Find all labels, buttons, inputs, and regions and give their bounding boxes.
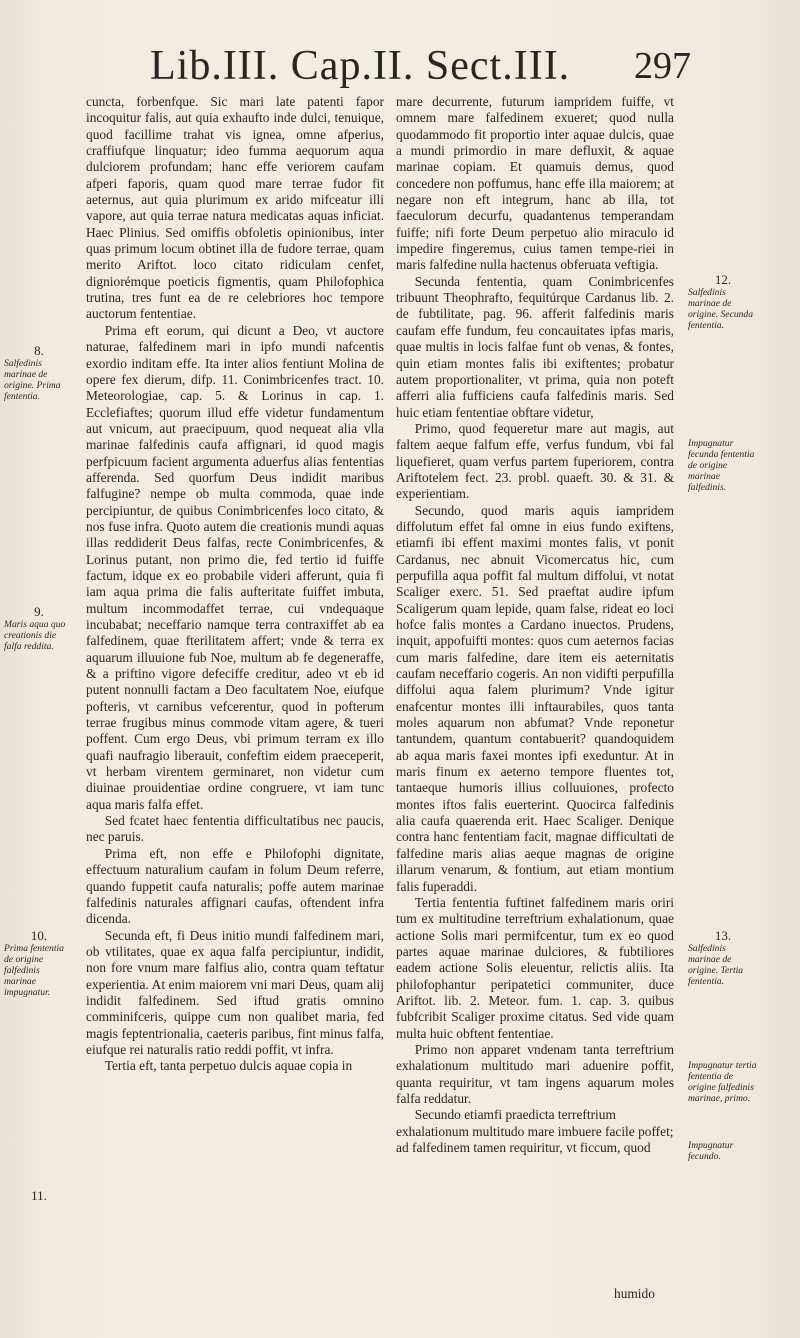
margin-note-text: Salfedinis marinae de origine. Prima fententia. <box>4 358 61 402</box>
paragraph: cuncta, forbenfque. Sic mari late patenti fapor incoquitur falis, aut quia exhaufto inde dulci, tenuique, quod facillime trahat vis ignea, omne afperius, craffiufque linquatur; ideo fumma aequorum aqua dulciorem profundam; hanc effe veriorem caufam afperi faporis, quam quod mare terrae fudor fit aeternus, aut quia plurimum ex arido mifceatur illi vapore, aut quia terrae natura medicatas aquas inficiat. Haec Plinius. Sed omiffis obfoletis opinionibus, inter quas primum locum obtinet illa de fudore terrae, quam merito Ariftot. loco citato ridiculam cenfet, digniorémque poeticis figmentis, quam Philofophica trutina, tres funt ea de re celebriores hoc tempore auctorum fententiae. <box>86 94 384 322</box>
margin-note <box>688 438 758 493</box>
section-number: 8. <box>34 343 44 358</box>
paragraph: Primo, quod fequeretur mare aut magis, aut faltem aeque falfum effe, verfus fundum, vbi fal liquefieret, quam verfus partem fuperiorem, contra Ariftotelem fect. 23. probl. quaeft. 30. & 31. & experientiam. <box>396 420 674 502</box>
margin-note <box>4 606 74 652</box>
catchword: humido <box>614 1286 655 1301</box>
margin-note <box>4 1190 74 1203</box>
paragraph: Secundo etiamfi praedicta terreftrium exhalationum multitudo mare imbuere facile poffet; ad falfedinem tamen requiritur, vt ficcum, quod <box>396 1107 674 1155</box>
paragraph: Tertia eft, tanta perpetuo dulcis aquae copia in <box>104 1058 353 1074</box>
left-text-column <box>86 94 384 1075</box>
paragraph: Secunda eft, fi Deus initio mundi falfedinem mari, ob vtilitates, quae ex aqua falfa percipiuntur, indidit, non fore vnum mare falfius alio, contra quam teftatur experientia. At enim maiorem vni mari Deus, quam alij indidit falfedinem. Sed iftud gratis omnino comminifceris, quippe cum non qualibet maria, fed magis feptentrionalia, caeteris paribus, fint minus falfa, eiufque rei naturalis ratio reddi poffit, vt infra. <box>86 927 384 1057</box>
running-header <box>0 42 800 92</box>
section-number: 13. <box>714 928 732 943</box>
paragraph: Primo non apparet vndenam tanta terreftrium exhalationum multitudo mari aduenire poffit, quanta requiritur, vt tam ingens aquarum moles falfa reddatur. <box>396 1041 674 1106</box>
margin-note <box>688 1140 758 1162</box>
margin-note-text: Salfedinis marinae de origine. Secunda fententia. <box>688 287 754 331</box>
chapter-heading: Lib.III. Cap.II. Sect.III. <box>150 43 571 89</box>
margin-note <box>688 274 758 331</box>
margin-note-text: Impugnatur fecunda fententia de origine marinae falfedinis. <box>688 438 755 493</box>
paragraph: Prima eft, non effe e Philofophi dignitate, effectuum naturalium caufam in folum Deum referre, quando fuppetit caufa naturalis; poffe autem marinae falfedinis naturales affignari caufas, oftendent infra dicenda. <box>86 845 384 927</box>
paragraph: Secundo, quod maris aquis iampridem diffolutum effet fal omne in eius fundo exiftens, etiamfi ibi effent maximi montes falis, vt ponit Cardanus, nec abnuit Vicomercatus hic, cum perpufilla aqua poffit fal multum diffolui, vt notat Scaliger exerc. 51. Sed praeftat audire ipfum Scaligerum quam lepide, quam false, rideat eo loci hofce falis montes a Cardano inuectos. Prudens, inquit, appofuifti montes: quos cum aeternos facias cum maris falfedine, dare item eis aeternitatis caufam neceffario cogeris. An non vidifti perpufilla diffolui aqua falem plurimum? Vnde igitur enafcentur montes illi inftaurabiles, quos tanta moles aquarum non abfumat? Vnde reponetur tantundem, quantum contabuerit? quandoquidem ab aqua maris faxei montes ipfi exeduntur. At in maris finum ex aeterno tempore fluentes tot, tantaeque humoris illius colluuiones, profecto montes iftos falis euerterint. Quocirca falfedinis alia caufa quaerenda erit. Haec Scaliger. Denique contra hanc fententiam facit, magnae difficultati de falfedine maris alias aeque magnas de origine illarum venarum, & fontium, aut etiam montium falis fuperaddi. <box>396 502 674 894</box>
page-number: 297 <box>634 45 691 87</box>
margin-note-text: Prima fententia de origine falfedinis marinae impugnatur. <box>4 943 64 998</box>
margin-note-text: Impugnatur fecundo. <box>688 1140 734 1162</box>
right-text-column <box>396 94 674 1156</box>
section-number: 9. <box>34 604 44 619</box>
margin-note-text: Impugnatur tertia fententia de origine falfedinis marinae, primo. <box>688 1060 757 1104</box>
paragraph: Prima eft eorum, qui dicunt a Deo, vt auctore naturae, falfedinem mari in ipfo mundi nafcentis exordio inditam effe. Ita inter alios fentiunt Molina de opere fex dierum, difp. 11. Conimbricenfes tract. 10. Meteorologiae, cap. 5. & Lorinus in cap. 1. Ecclefiaftes; quorum illud effe videtur fundamentum aut vnicum, aut praecipuum, quod nequeat alia vlla marinae falfedinis caufa affignari, id quod magis perfpicuum facient argumenta aduerfus alias fententias afferenda. Sed quorfum Deus indidit maribus falfugine? nempe ob multa commoda, quae inde percipiuntur, de quibus Conimbricenfes loco citato, & nos fuse infra. Quoto autem die creationis mundi aquas illas reddiderit Deus falfas, recte Conimbricenfes, & Lorinus putant, non primo die, fed tertio id fuiffe factum, idque ex eo probabile videri afferunt, quia fi iam aqua prima die falis aufteritate fuiffet imbuta, multum incommodaffet terrae, cui vndequaque incubabat; neceffario namque terra contraxiffet ab ea falfedinem, quae fterilitatem affert; vnde & terra ex aquarum illuuione fub Noe, multum ab fe degeneraffe, & a priftino vigore defeciffe creditur, adeo vt eb id putent nonnulli factam a Deo facultatem Noe, eiufque pofteris, vt carnibus vefcerentur, quod in pofterum terrae frugibus minus commode vitam agere, & tueri poffent. Cum ergo Deus, vbi primum terram ex illo quafi naufragio liberauit, confeftim eidem praeceperit, vt herbam virentem germinaret, non videtur cum diuinae prouidentiae ordine congruere, vt iam tunc aqua maris falfa effet. <box>86 322 384 812</box>
section-number: 11. <box>31 1188 47 1203</box>
margin-note-text: Salfedinis marinae de origine. Tertia fententia. <box>688 943 744 987</box>
paragraph: Sed fcatet haec fententia difficultatibus nec paucis, nec paruis. <box>86 813 384 845</box>
section-number: 12. <box>714 272 732 287</box>
section-number: 10. <box>30 928 48 943</box>
paragraph: Tertia fententia fuftinet falfedinem maris oriri tum ex multitudine terreftrium exhalationum, quae actione Solis mari permifcentur, tum ex eo quod partes aquae marinae dulciores, & fubtiliores eadem actione Solis eleuentur, relictis aliis. Ita philofophantur peripatetici communiter, duce Ariftot. lib. 2. Meteor. fum. 1. cap. 3. quibus fubfcribit Scaliger proxime citatus. Sed vide quam multa huic obftent fententiae. <box>396 894 674 1041</box>
margin-note <box>688 930 758 987</box>
margin-note-text: Maris aqua quo creationis die falfa reddita. <box>4 619 66 652</box>
paragraph: Secunda fententia, quam Conimbricenfes tribuunt Theophrafto, fequitúrque Cardanus lib. 2. de fubtilitate, pag. 96. afferit falfedinis maris caufam effe fundum, feu concauitates ipfas maris, quae multis in locis falfae funt ob venas, & fontes, quin etiam montes falis ibi exiftentes; probatur autem proportionaliter, vt prima, quia non poteft afferri alia fufficiens caufa falfedinis maris. Sed huic etiam fententiae obftare videtur, <box>396 273 674 420</box>
margin-note <box>4 930 74 998</box>
paragraph: mare decurrente, futurum iampridem fuiffe, vt omnem mare falfedinem exueret; quod nulla quodammodo fit proportio inter aquae dulcis, quae a mundi primordio in mare defluxit, & aquae marinae copiam. Et quamuis demus, quod concedere non poffumus, hanc effe illa maiorem; at negare non eft integrum, hanc ab illa, tot faeculorum decurfu, quadantenus temperandam fuiffe; nifi forte Deum perpetuo alio miraculo id impedire fingeremus, cuius tamen tempe-riei in maris falfedine nulla hactenus obferuata veftigia. <box>396 94 674 273</box>
margin-note <box>4 345 74 402</box>
margin-note <box>688 1060 758 1104</box>
